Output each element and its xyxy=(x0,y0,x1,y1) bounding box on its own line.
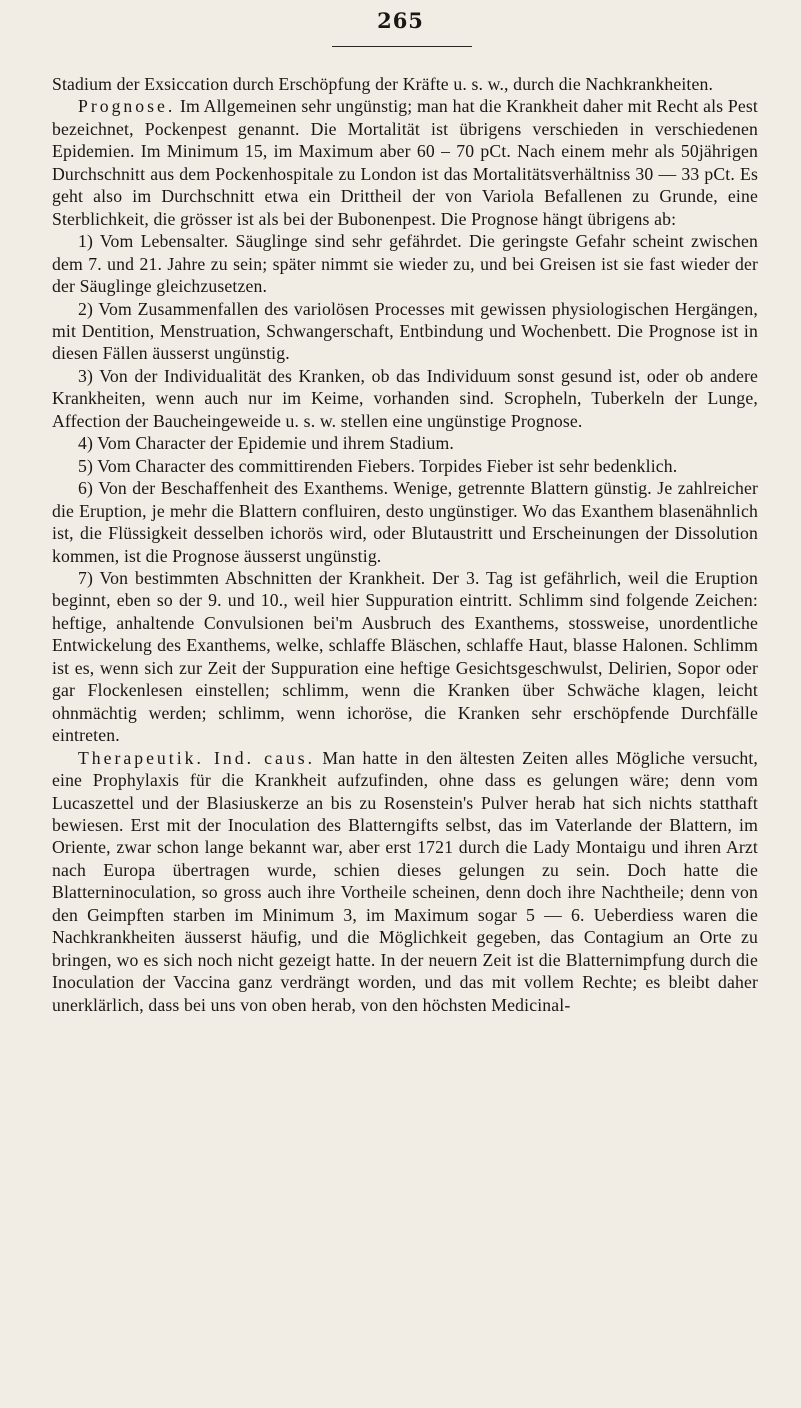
paragraph-text: 4) Vom Character der Epidemie und ihrem Stadium. xyxy=(78,433,454,454)
header-rule xyxy=(332,46,472,47)
paragraph-text: 1) Vom Lebensalter. Säuglinge sind sehr gefährdet. Die geringste Gefahr scheint zwischen dem 7. und 21. Jahre zu sein; später nimmt sie wieder zu, und bei Greisen ist sie fast wieder der der Säuglinge gleichzusetzen. xyxy=(52,231,758,297)
paragraph-text: Stadium der Exsiccation durch Erschöpfung der Kräfte u. s. w., durch die Nachkrankheiten. xyxy=(52,74,714,94)
paragraph-item-6 xyxy=(52,477,758,567)
paragraph-exsiccation xyxy=(52,73,758,95)
paragraph-item-2 xyxy=(52,298,758,365)
section-heading-therapeutik: Therapeutik. Ind. caus. xyxy=(78,747,316,768)
paragraph-text: 6) Von der Beschaffenheit des Exanthems. Wenige, getrennte Blattern günstig. Je zahlreicher die Eruption, je mehr die Blattern confluiren, desto ungünstiger. Wo das Exanthem blasenähnlich ist, die Flüssigkeit desselben ichorös wird, oder Blutaustritt und Erscheinungen der Dissolution kommen, ist die Prognose äusserst ungünstig. xyxy=(52,478,758,566)
page-number: 265 xyxy=(377,8,424,33)
paragraph-text: 5) Vom Character des committirenden Fiebers. Torpides Fieber ist sehr bedenklich. xyxy=(78,455,678,476)
paragraph-text: 3) Von der Individualität des Kranken, ob das Individuum sonst gesund ist, oder ob andere Krankheiten, wenn auch nur im Keime, vorhanden sind. Scropheln, Tuberkeln der Lunge, Affection der Baucheingeweide u. s. w. stellen eine ungünstige Prognose. xyxy=(52,365,758,431)
paragraph-text: 2) Vom Zusammenfallen des variolösen Processes mit gewissen physiologischen Hergängen, mit Dentition, Menstruation, Schwangerschaft, Entbindung und Wochenbett. Die Prognose ist in diesen Fällen äusserst ungünstig. xyxy=(52,298,758,364)
paragraph-item-5 xyxy=(52,455,758,477)
paragraph-item-4 xyxy=(52,432,758,454)
paragraph-item-1 xyxy=(52,230,758,297)
paragraph-therapeutik xyxy=(52,747,758,1016)
paragraph-text: Im Allgemeinen sehr ungünstig; man hat die Krankheit daher mit Recht als Pest bezeichnet, Pockenpest genannt. Die Mortalität ist übrigens verschieden in verschiedenen Epidemien. Im Minimum 15, im Maximum aber 60 – 70 pCt. Nach einem mehr als 50jährigen Durchschnitt aus dem Pockenhospitale zu London ist das Mortalitätsverhältniss 30 — 33 pCt. Es geht also im Durchschnitt etwa ein Drittheil der von Variola Befallenen zu Grunde, eine Sterblichkeit, die grösser ist als bei der Bubonenpest. Die Prognose hängt übrigens ab: xyxy=(52,96,758,229)
section-heading-prognose: Prognose. xyxy=(78,96,176,117)
paragraph-text: Man hatte in den ältesten Zeiten alles Mögliche versucht, eine Prophylaxis für die Krankheit aufzufinden, ohne dass es gelungen wäre; denn vom Lucaszettel und der Blasiuskerze an bis zu Rosenstein's Pulver herab hat sich nichts statthaft bewiesen. Erst mit der Inoculation des Blatterngifts selbst, das im Vaterlande der Blattern, im Oriente, zwar schon lange bekannt war, aber erst 1721 durch die Lady Montaigu und ihren Arzt nach Europa übertragen wurde, schien dieses gelungen zu sein. Doch hatte die Blatterninoculation, so gross auch ihre Vortheile scheinen, denn doch ihre Nachtheile; denn von den Geimpften starben im Minimum 3, im Maximum sogar 5 — 6. Ueberdiess waren die Nachkrankheiten äusserst häufig, und die Möglichkeit gegeben, das Contagium an Orte zu bringen, wo es sich noch nicht gezeigt hatte. In der neuern Zeit ist die Blatternimpfung durch die Inoculation der Vaccina ganz verdrängt worden, und das mit vollem Rechte; es bleibt daher unerklärlich, dass bei uns von oben herab, von den höchsten Medicinal- xyxy=(52,747,758,1015)
paragraph-item-3 xyxy=(52,365,758,432)
paragraph-text: 7) Von bestimmten Abschnitten der Krankheit. Der 3. Tag ist gefährlich, weil die Eruption beginnt, eben so der 9. und 10., weil hier Suppuration eintritt. Schlimm sind folgende Zeichen: heftige, anhaltende Convulsionen bei'm Ausbruch des Exanthems, stossweise, unordentliche Entwickelung des Exanthems, welke, schlaffe Bläschen, schlaffe Haut, blasse Halonen. Schlimm ist es, wenn sich zur Zeit der Suppuration eine heftige Gesichtsgeschwulst, Delirien, Sopor oder gar Flockenlesen einstellen; schlimm, wenn die Kranken über Schwäche klagen, leicht ohnmächtig werden; schlimm, wenn ichoröse, die Kranken sehr erschöpfende Durchfälle eintreten. xyxy=(52,567,758,746)
paragraph-prognose xyxy=(52,95,758,230)
body-text xyxy=(52,73,758,1016)
paragraph-item-7 xyxy=(52,567,758,747)
